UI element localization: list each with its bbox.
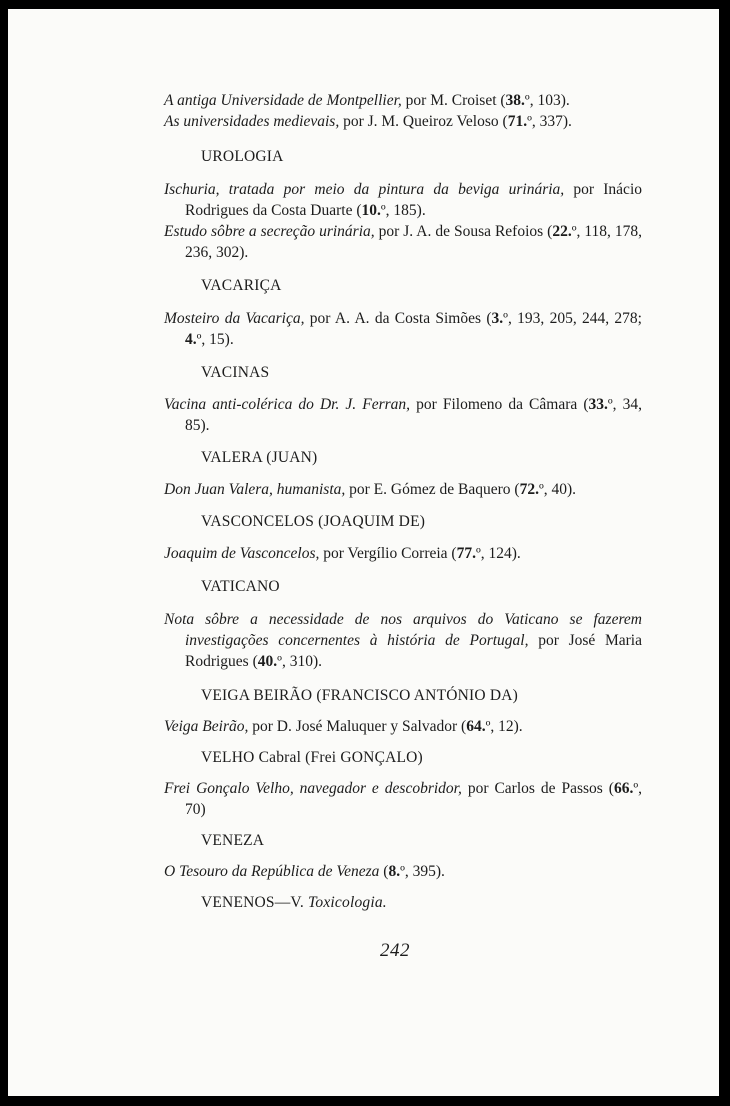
entry-pages: º, 193, 205, 244, 278; [503,310,642,327]
entry-title: A antiga Universidade de Montpellier, [164,92,402,109]
entry-title: Joaquim de Vasconcelos, [164,545,320,562]
index-entry [164,609,642,672]
index-entry [164,394,642,436]
entry-pages: º, 40). [538,481,577,498]
entry-pages: º, 395). [400,863,445,880]
entry-title: As universidades medievais, [164,113,340,130]
entry-volume: 64. [466,718,486,735]
entry-volume: 40. [257,653,278,670]
entry-volume: 33. [588,396,608,413]
entry-author: por Carlos de Passos ( [461,780,614,797]
entry-title: Estudo sôbre a secreção urinária, [164,223,375,240]
entry-author: por M. Croiset ( [401,92,506,109]
index-entry [164,716,642,737]
page-number: 242 [380,940,410,961]
entry-volume: 77. [456,545,476,562]
section-heading-velho: VELHO Cabral (Frei GONÇALO) [201,749,423,766]
entry-pages: º, 118, 178, 236, 302). [185,223,643,261]
entry-volume: 72. [519,481,539,498]
index-entry [164,861,642,882]
index-entry [164,90,642,111]
entry-title: Veiga Beirão, [164,718,249,735]
entry-title: Mosteiro da Vacariça, [164,310,305,327]
entry-volume: 8. [388,863,401,880]
entry-author: por Inácio Rodrigues da Costa Duarte ( [185,181,642,219]
index-entry [164,179,642,221]
entry-pages: º, 103). [524,92,570,109]
entry-volume: 38. [505,92,525,109]
entry-pages: º, 12). [485,718,523,735]
entry-author: ( [379,863,389,880]
index-entry [164,308,642,350]
entry-author: por Filomeno da Câmara ( [410,396,589,413]
entry-pages: º, 34, 85). [185,396,642,434]
entry-author: por José Maria Rodrigues ( [185,632,642,670]
section-heading-vacarica: VACARIÇA [201,277,282,294]
index-entry [164,778,642,820]
section-heading-vaticano: VATICANO [201,578,280,595]
entry-pages: º, 337). [527,113,572,130]
section-heading-venenos [164,892,642,913]
section-heading-urologia: UROLOGIA [201,148,284,165]
index-page-content [164,90,642,913]
section-heading-vacinas: VACINAS [201,364,270,381]
entry-pages: º, 124). [475,545,521,562]
section-heading-vasconcelos: VASCONCELOS (JOAQUIM DE) [201,513,426,530]
index-entry [164,543,642,564]
entry-title: O Tesouro da República de Veneza [164,863,380,880]
heading-text: VENENOS—V. [201,894,308,911]
entry-title: Frei Gonçalo Velho, navegador e descobridor, [164,780,462,797]
entry-title: Ischuria, tratada por meio da pintura da beviga urinária, [164,181,565,198]
entry-pages: º, 310). [277,653,322,670]
entry-author: por A. A. da Costa Simões ( [304,310,492,327]
cross-reference: Toxicologia. [307,894,387,911]
entry-author: por J. M. Queiroz Veloso ( [339,113,508,130]
entry-volume: 66. [613,780,634,797]
entry-volume: 10. [361,202,381,219]
index-entry [164,111,642,132]
entry-pages: º, 70) [185,780,642,818]
entry-volume: 22. [552,223,572,240]
entry-volume: 71. [507,113,528,130]
entry-pages: º, 15). [196,331,234,348]
entry-title: Nota sôbre a necessidade de nos arquivos do Vaticano se fazerem investigações concernentes à história de Portugal, [164,611,642,649]
entry-author: por Vergílio Correia ( [319,545,457,562]
entry-title: Vacina anti-colérica do Dr. J. Ferran, [164,396,411,413]
section-heading-veneza: VENEZA [201,832,265,849]
index-entry [164,221,642,263]
entry-volume: 3. [491,310,504,327]
section-heading-veiga-beirao: VEIGA BEIRÃO (FRANCISCO ANTÓNIO DA) [201,687,518,704]
index-entry [164,479,642,500]
entry-volume: 4. [185,331,197,348]
entry-title: Don Juan Valera, humanista, [164,481,346,498]
entry-pages: º, 185). [380,202,426,219]
entry-author: por D. José Maluquer y Salvador ( [248,718,467,735]
entry-author: por E. Gómez de Baquero ( [345,481,520,498]
entry-author: por J. A. de Sousa Refoios ( [374,223,553,240]
section-heading-valera: VALERA (JUAN) [201,449,318,466]
